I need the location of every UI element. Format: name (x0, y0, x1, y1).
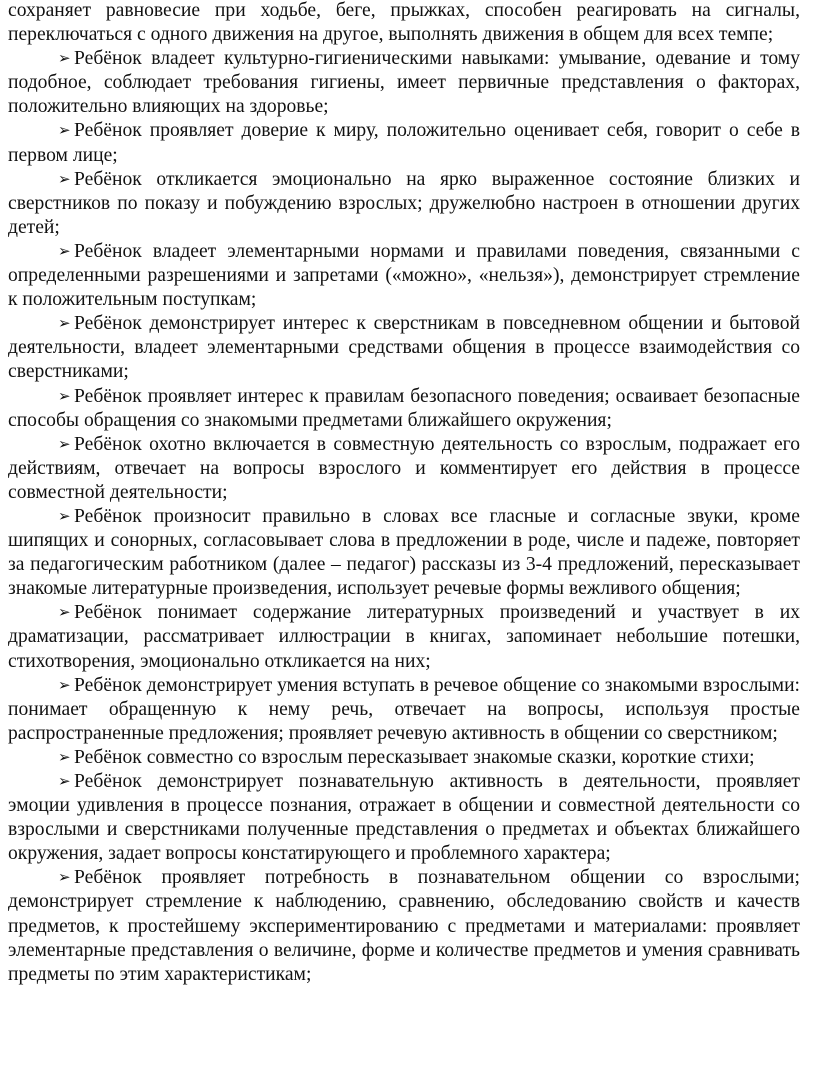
list-item (8, 240, 800, 312)
list-item-text: Ребёнок демонстрирует познавательную активность в деятельности, проявляет эмоции удивления в процессе познания, отражает в общении и совместной деятельности со взрослыми и сверстниками полученные представления о предметах и объектах ближайшего окружения, задает вопросы констатирующего и проблемного характера; (8, 771, 800, 865)
list-item-text: Ребёнок демонстрирует умения вступать в речевое общение со знакомыми взрослыми: понимает обращенную к нему речь, отвечает на вопросы, используя простые распространенные предложения; проявляет речевую активность в общении со сверстником; (8, 674, 800, 744)
arrow-bullet-icon: ➢ (58, 49, 71, 68)
bullet-list (8, 47, 800, 987)
arrow-bullet-icon: ➢ (58, 772, 71, 790)
arrow-bullet-icon: ➢ (58, 506, 71, 525)
list-item-text: Ребёнок проявляет доверие к миру, положительно оценивает себя, говорит о себе в первом лице; (8, 120, 800, 166)
continuation-paragraph: сохраняет равновесие при ходьбе, беге, прыжках, способен реагировать на сигналы, переключаться с одного движения на другое, выполнять движения в общем для всех темпе; (8, 0, 800, 46)
list-item (8, 168, 800, 240)
list-item (8, 866, 800, 986)
list-item-text: Ребёнок владеет культурно-гигиеническими навыками: умывание, одевание и тому подобное, соблюдает требования гигиены, имеет первичные представления о факторах, положительно влияющих на здоровье; (8, 48, 800, 118)
arrow-bullet-icon: ➢ (58, 675, 71, 694)
list-item (8, 674, 800, 746)
list-item-text: Ребёнок проявляет потребность в познавательном общении со взрослыми; демонстрирует стремление к наблюдению, сравнению, обследованию свойств и качеств предметов, к простейшему экспериментированию с предметами и материалами: проявляет элементарные представления о величине, форме и количестве предметов и умения сравнивать предметы по этим характеристикам; (8, 867, 800, 985)
arrow-bullet-icon: ➢ (58, 603, 71, 622)
arrow-bullet-icon: ➢ (58, 434, 71, 453)
list-item-text: Ребёнок владеет элементарными нормами и правилами поведения, связанными с определенными разрешениями и запретами («можно», «нельзя»), демонстрирует стремление к положительным поступкам; (8, 240, 800, 311)
arrow-bullet-icon: ➢ (58, 314, 71, 333)
list-item-text: Ребёнок произносит правильно в словах все гласные и согласные звуки, кроме шипящих и сонорных, согласовывает слова в предложении в роде, числе и падеже, повторяет за педагогическим работником (далее – педагог) рассказы из 3-4 предложений, пересказывает знакомые литературные произведения, использует речевые формы вежливого общения; (8, 505, 800, 600)
list-item-text: Ребёнок проявляет интерес к правилам безопасного поведения; осваивает безопасные способы обращения со знакомыми предметами ближайшего окружения; (8, 385, 800, 431)
arrow-bullet-icon: ➢ (58, 747, 71, 766)
arrow-bullet-icon: ➢ (58, 241, 71, 260)
arrow-bullet-icon: ➢ (58, 169, 71, 188)
list-item (8, 312, 800, 384)
list-item (8, 47, 800, 119)
list-item (8, 770, 800, 866)
arrow-bullet-icon: ➢ (58, 121, 71, 140)
arrow-bullet-icon: ➢ (58, 386, 71, 405)
list-item-text: Ребёнок понимает содержание литературных произведений и участвует в их драматизации, рассматривает иллюстрации в книгах, запоминает небольшие потешки, стихотворения, эмоционально откликается на них; (8, 602, 800, 672)
list-item (8, 385, 800, 433)
arrow-bullet-icon: ➢ (58, 868, 71, 887)
list-item-text: Ребёнок откликается эмоционально на ярко выраженное состояние близких и сверстников по показу и побуждению взрослых; дружелюбно настроен в отношении других детей; (8, 168, 800, 238)
list-item-text: Ребёнок демонстрирует интерес к сверстникам в повседневном общении и бытовой деятельности, владеет элементарными средствами общения в процессе взаимодействия со сверстниками; (8, 313, 800, 383)
list-item (8, 119, 800, 167)
list-item (8, 601, 800, 673)
list-item (8, 505, 800, 601)
list-item (8, 746, 800, 770)
list-item-text: Ребёнок охотно включается в совместную деятельность со взрослым, подражает его действиям, отвечает на вопросы взрослого и комментирует его действия в процессе совместной деятельности; (8, 433, 800, 503)
list-item-text: Ребёнок совместно со взрослым пересказывает знакомые сказки, короткие стихи; (74, 746, 755, 768)
list-item (8, 433, 800, 505)
